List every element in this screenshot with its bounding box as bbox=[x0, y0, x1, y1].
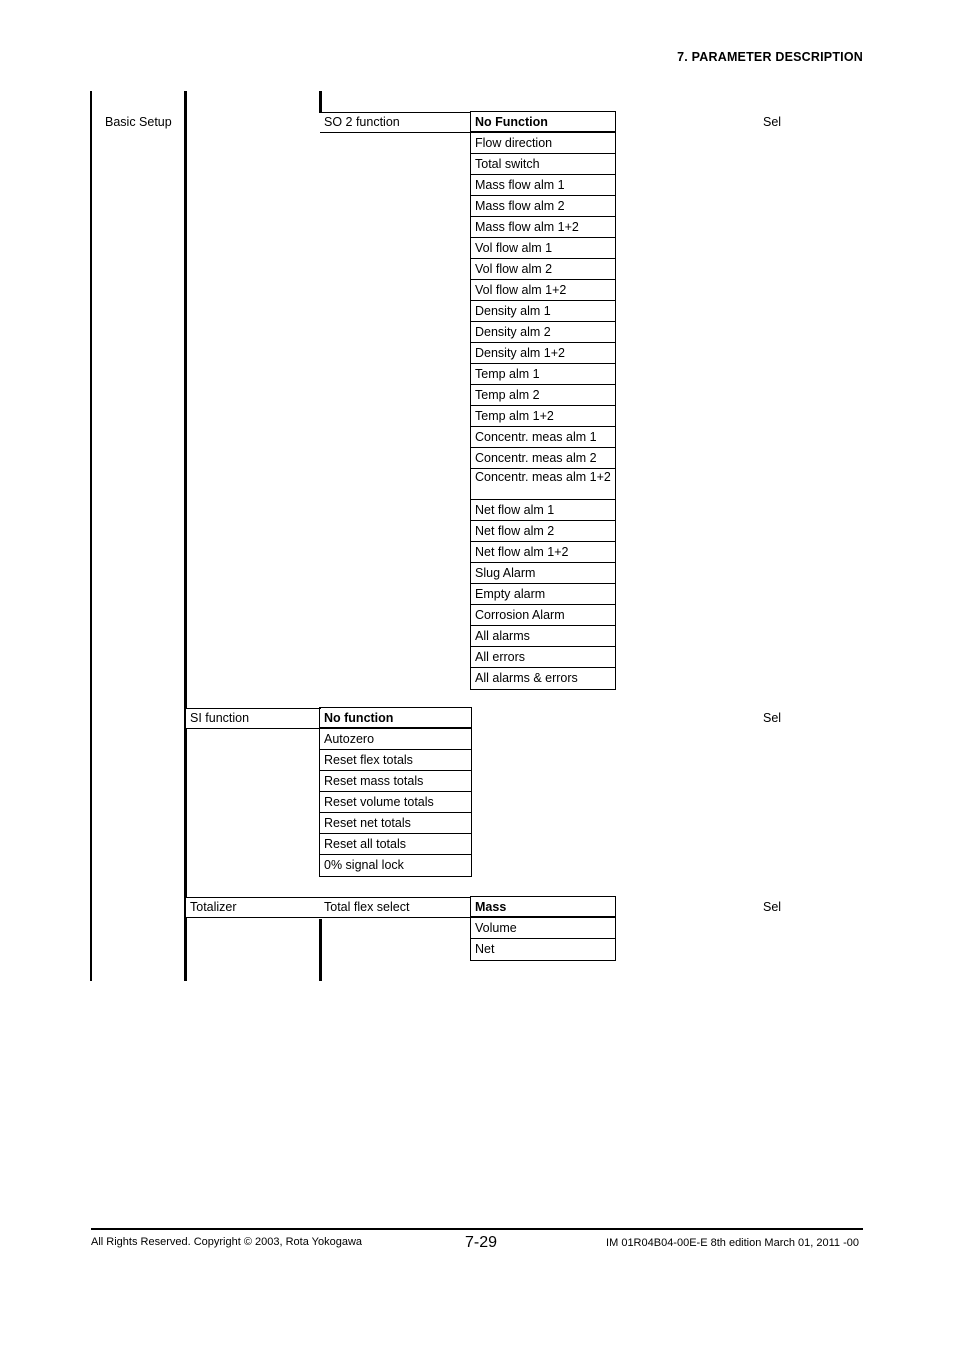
si-options-list bbox=[319, 707, 472, 877]
so2-function-label bbox=[320, 112, 471, 133]
option-item: Autozero bbox=[320, 729, 471, 750]
tree-line-level3-top bbox=[319, 91, 322, 113]
option-item: Mass bbox=[471, 897, 615, 918]
option-item: Reset mass totals bbox=[320, 771, 471, 792]
option-item: Temp alm 2 bbox=[471, 385, 615, 406]
option-item: All alarms bbox=[471, 626, 615, 647]
si-function-text: SI function bbox=[190, 711, 250, 725]
totalizer-options-list bbox=[470, 896, 616, 961]
option-item: 0% signal lock bbox=[324, 858, 404, 872]
option-item: Net bbox=[475, 942, 495, 956]
option-item: Mass flow alm 1 bbox=[471, 175, 615, 196]
option-item: Volume bbox=[471, 918, 615, 939]
totalizer-label bbox=[186, 897, 321, 918]
option-item: Density alm 1+2 bbox=[471, 343, 615, 364]
option-item: Vol flow alm 1 bbox=[471, 238, 615, 259]
option-item: Vol flow alm 2 bbox=[471, 259, 615, 280]
option-item: Vol flow alm 1+2 bbox=[471, 280, 615, 301]
si-function-label bbox=[186, 708, 321, 729]
total-flex-select-label bbox=[320, 897, 471, 918]
option-item: Density alm 2 bbox=[471, 322, 615, 343]
option-item: Mass flow alm 1+2 bbox=[471, 217, 615, 238]
option-item: All alarms & errors bbox=[475, 671, 578, 685]
option-item: Temp alm 1 bbox=[471, 364, 615, 385]
option-item: Net flow alm 1+2 bbox=[471, 542, 615, 563]
option-item: Reset volume totals bbox=[320, 792, 471, 813]
option-item: No Function bbox=[471, 112, 615, 133]
totalizer-text: Totalizer bbox=[190, 900, 237, 914]
totalizer-type-label: Sel bbox=[763, 900, 782, 914]
page-number: 7-29 bbox=[465, 1234, 498, 1251]
so2-type-label: Sel bbox=[763, 115, 782, 129]
option-item: Reset net totals bbox=[320, 813, 471, 834]
section-header: 7. PARAMETER DESCRIPTION bbox=[677, 50, 863, 64]
option-item: Net flow alm 2 bbox=[471, 521, 615, 542]
so2-options-list bbox=[470, 111, 616, 690]
option-item: Flow direction bbox=[471, 133, 615, 154]
basic-setup-label: Basic Setup bbox=[105, 115, 172, 129]
tree-line-level3-bottom bbox=[319, 919, 322, 981]
option-item: Empty alarm bbox=[471, 584, 615, 605]
option-item: No function bbox=[320, 708, 471, 729]
option-item: All errors bbox=[471, 647, 615, 668]
option-item: Concentr. meas alm 1+2 bbox=[471, 469, 615, 500]
so2-function-text: SO 2 function bbox=[324, 115, 400, 129]
option-item: Total switch bbox=[471, 154, 615, 175]
total-flex-select-text: Total flex select bbox=[324, 900, 410, 914]
tree-line-level1 bbox=[90, 91, 92, 981]
footer-rule bbox=[91, 1228, 863, 1230]
option-item: Corrosion Alarm bbox=[471, 605, 615, 626]
footer-doc-id: IM 01R04B04-00E-E 8th edition March 01, 2011 -00 bbox=[606, 1237, 859, 1249]
option-item: Net flow alm 1 bbox=[471, 500, 615, 521]
si-type-label: Sel bbox=[763, 711, 782, 725]
tree-line-level2 bbox=[184, 91, 187, 981]
option-item: Concentr. meas alm 2 bbox=[471, 448, 615, 469]
option-item: Concentr. meas alm 1 bbox=[471, 427, 615, 448]
option-item: Temp alm 1+2 bbox=[471, 406, 615, 427]
option-item: Mass flow alm 2 bbox=[471, 196, 615, 217]
option-item: Density alm 1 bbox=[471, 301, 615, 322]
option-item: Reset flex totals bbox=[320, 750, 471, 771]
footer-copyright: All Rights Reserved. Copyright © 2003, Rota Yokogawa bbox=[91, 1236, 363, 1248]
option-item: Slug Alarm bbox=[471, 563, 615, 584]
option-item: Reset all totals bbox=[320, 834, 471, 855]
